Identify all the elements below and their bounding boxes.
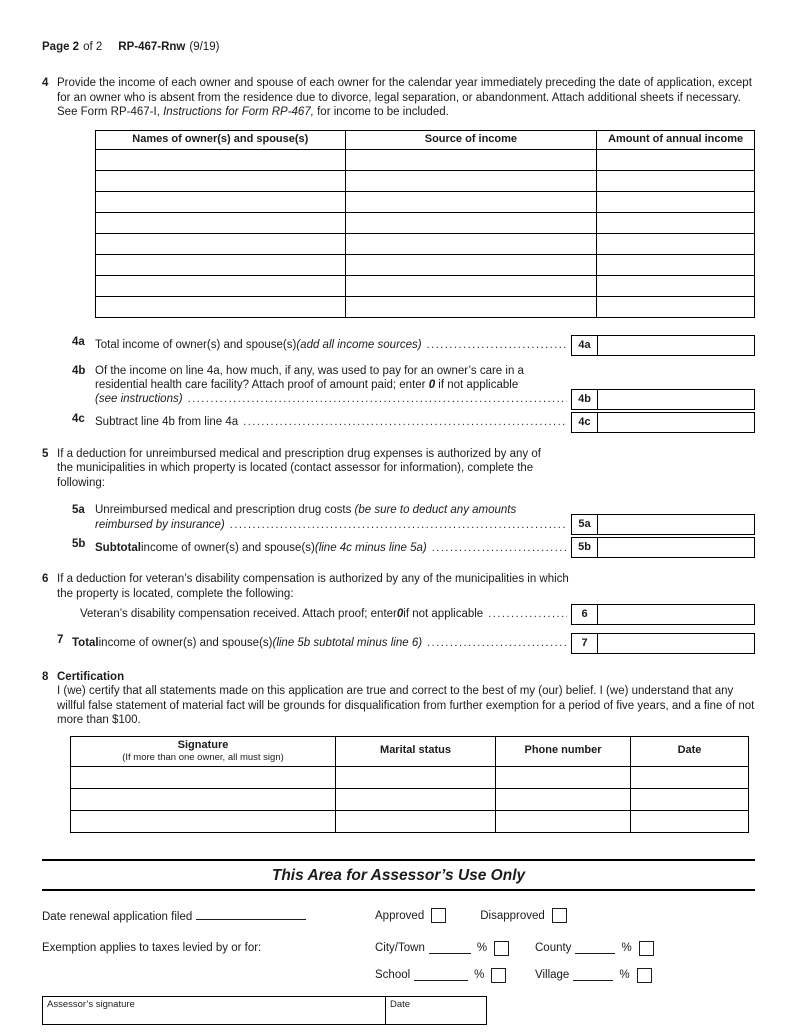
line-4b-see-instructions: (see instructions) xyxy=(95,393,183,406)
line-5b-text: income of owner(s) and spouse(s) xyxy=(141,541,315,554)
item-4-text: Provide the income of each owner and spouse of each owner for the calendar year immediately preceding the date of application, except for an owner who is absent from the residence due to divorce, legal separation, or abandonment. Attach additional sheets if necessary. See Form RP-467-I, xyxy=(57,77,752,119)
disapproved-checkbox[interactable] xyxy=(552,908,567,923)
income-cell-name[interactable] xyxy=(96,233,346,254)
income-cell-name[interactable] xyxy=(96,296,346,317)
line-4b-text-2: residential health care facility? Attach proof of amount paid; enter 0 if not applicable xyxy=(95,378,519,391)
date-filed-label: Date renewal application filed xyxy=(42,910,193,923)
date-filed-input[interactable] xyxy=(196,908,306,920)
income-cell-source[interactable] xyxy=(345,296,597,317)
section-4 xyxy=(42,76,755,119)
assessor-signature-field[interactable] xyxy=(43,997,386,1024)
signature-header: Signature (If more than one owner, all must sign) xyxy=(71,736,336,767)
income-table-row xyxy=(96,170,755,191)
section-8 xyxy=(42,670,755,728)
county-percent: % xyxy=(621,942,632,955)
marital-status-header: Marital status xyxy=(336,736,496,767)
signature-row xyxy=(71,789,749,811)
approved-label: Approved xyxy=(375,909,425,922)
income-table-row xyxy=(96,275,755,296)
income-table-row xyxy=(96,233,755,254)
amount-input-4a[interactable] xyxy=(597,335,755,356)
item-4-number: 4 xyxy=(42,77,49,90)
phone-number-header: Phone number xyxy=(496,736,631,767)
item-4-text-end: for income to be included. xyxy=(313,106,449,119)
line-4b-text-1: Of the income on line 4a, how much, if any, was used to pay for an owner’s care in a xyxy=(95,364,524,377)
box-label-4c: 4c xyxy=(571,412,598,433)
assessor-divider-bottom xyxy=(42,889,755,891)
assessor-divider-top xyxy=(42,859,755,861)
item-6-paragraph: If a deduction for veteran’s disability compensation is authorized by any of the municipalities in which the property is located, complete the following: xyxy=(57,573,569,600)
line-5a-text-1: Unreimbursed medical and prescription drug costs (be sure to deduct any amounts xyxy=(95,504,517,517)
amount-input-7[interactable] xyxy=(597,633,755,654)
income-table-row xyxy=(96,296,755,317)
certification-body: I (we) certify that all statements made on this application are true and correct to the best of my (our) belief. I (we) understand that any willful false statement of material fact will be grounds for disqualification from further exemption for a period of five years, and a fine of not more than $100. xyxy=(57,685,755,727)
income-header-names: Names of owner(s) and spouse(s) xyxy=(96,130,346,149)
box-label-7: 7 xyxy=(571,633,598,654)
line-7 xyxy=(57,633,755,654)
page-count: of 2 xyxy=(83,41,103,53)
line-4b-number: 4b xyxy=(72,364,86,377)
line-6-text: Veteran’s disability compensation received. Attach proof; enter xyxy=(80,608,397,621)
line-4a xyxy=(72,335,755,356)
page-number: Page 2 xyxy=(42,41,80,53)
signature-cell[interactable] xyxy=(71,767,336,789)
dot-leader xyxy=(230,518,567,533)
income-cell-amount[interactable] xyxy=(597,170,755,191)
section-6 xyxy=(42,572,755,601)
income-cell-name[interactable] xyxy=(96,170,346,191)
signature-cell[interactable] xyxy=(71,811,336,833)
line-5a-text-2: reimbursed by insurance) xyxy=(95,518,225,531)
school-field xyxy=(375,968,535,983)
line-4b xyxy=(72,364,755,411)
income-cell-source[interactable] xyxy=(345,212,597,233)
exemption-label: Exemption applies to taxes levied by or for: xyxy=(42,942,262,955)
marital-status-cell[interactable] xyxy=(336,811,496,833)
item-4-paragraph xyxy=(57,76,755,119)
marital-status-cell[interactable] xyxy=(336,767,496,789)
income-cell-amount[interactable] xyxy=(597,296,755,317)
line-4c xyxy=(72,412,755,433)
line-5b-bold: Subtotal xyxy=(95,541,141,554)
dot-leader xyxy=(427,636,567,651)
income-cell-source[interactable] xyxy=(345,149,597,170)
line-5b-italic: (line 4c minus line 5a) xyxy=(314,541,427,554)
income-cell-name[interactable] xyxy=(96,149,346,170)
amount-input-4b[interactable] xyxy=(597,389,755,410)
item-5-paragraph: If a deduction for unreimbursed medical and prescription drug expenses is authorized by any of the municipalities in which property is located (contact assessor for information), complete the following: xyxy=(57,448,541,489)
certification-heading: Certification xyxy=(57,671,125,683)
line-5b xyxy=(72,537,755,558)
assessor-signature-box xyxy=(42,996,487,1025)
income-header-amount: Amount of annual income xyxy=(597,130,755,149)
village-field xyxy=(535,968,652,983)
line-6 xyxy=(80,604,755,625)
income-cell-amount[interactable] xyxy=(597,233,755,254)
marital-status-cell[interactable] xyxy=(336,789,496,811)
approved-field xyxy=(375,908,446,923)
section-5 xyxy=(42,447,755,490)
line-6-text-end: if not applicable xyxy=(403,608,484,621)
income-table xyxy=(95,130,755,318)
signature-table xyxy=(70,736,749,834)
income-cell-name[interactable] xyxy=(96,254,346,275)
box-label-5a: 5a xyxy=(571,514,598,535)
city-town-field xyxy=(375,941,535,956)
form-code: RP-467-Rnw xyxy=(118,41,186,53)
city-town-percent: % xyxy=(476,942,488,955)
signature-header-note: (If more than one owner, all must sign) xyxy=(122,752,284,764)
signature-row xyxy=(71,811,749,833)
line-7-bold: Total xyxy=(72,637,99,650)
line-5a xyxy=(72,503,755,535)
income-cell-source[interactable] xyxy=(345,233,597,254)
income-cell-source[interactable] xyxy=(345,275,597,296)
line-4c-text: Subtract line 4b from line 4a xyxy=(95,416,239,429)
assessor-area-title: This Area for Assessor’s Use Only xyxy=(271,867,526,885)
city-town-label: City/Town xyxy=(375,942,425,955)
city-town-input[interactable] xyxy=(429,942,471,954)
income-table-row xyxy=(96,254,755,275)
county-label: County xyxy=(535,942,572,955)
income-cell-amount[interactable] xyxy=(597,254,755,275)
disapproved-label: Disapproved xyxy=(480,909,545,922)
dot-leader xyxy=(427,338,567,353)
assessor-date-field[interactable] xyxy=(386,997,486,1024)
line-4a-text-italic: (add all income sources) xyxy=(296,338,422,351)
signature-table-header-row xyxy=(71,736,749,767)
date-header: Date xyxy=(631,736,749,767)
city-town-checkbox[interactable] xyxy=(494,941,509,956)
village-percent: % xyxy=(619,969,630,982)
income-table-row xyxy=(96,149,755,170)
phone-number-cell[interactable] xyxy=(496,811,631,833)
income-cell-name[interactable] xyxy=(96,212,346,233)
county-input[interactable] xyxy=(575,942,615,954)
school-percent: % xyxy=(474,969,485,982)
income-table-row xyxy=(96,212,755,233)
dot-leader xyxy=(188,392,567,407)
disapproved-field xyxy=(480,908,567,923)
income-cell-amount[interactable] xyxy=(597,149,755,170)
line-7-text: income of owner(s) and spouse(s) xyxy=(98,637,273,650)
amount-input-4c[interactable] xyxy=(597,412,755,433)
signature-cell[interactable] xyxy=(71,789,336,811)
income-table-header-row xyxy=(96,130,755,149)
amount-input-5a[interactable] xyxy=(597,514,755,535)
amount-input-5b[interactable] xyxy=(597,537,755,558)
page-header xyxy=(42,40,755,54)
dot-leader xyxy=(432,541,567,556)
line-7-italic: (line 5b subtotal minus line 6) xyxy=(272,637,423,650)
income-cell-name[interactable] xyxy=(96,191,346,212)
date-cell[interactable] xyxy=(631,811,749,833)
school-input[interactable] xyxy=(414,969,468,981)
item-5-number: 5 xyxy=(42,448,49,460)
dot-leader xyxy=(488,607,567,622)
income-cell-source[interactable] xyxy=(345,191,597,212)
box-label-4a: 4a xyxy=(571,335,598,356)
assessor-row-2 xyxy=(42,941,755,956)
box-label-6: 6 xyxy=(571,604,598,625)
school-checkbox[interactable] xyxy=(491,968,506,983)
box-label-5b: 5b xyxy=(571,537,598,558)
date-cell[interactable] xyxy=(631,767,749,789)
item-8-number: 8 xyxy=(42,671,49,683)
form-revision: (9/19) xyxy=(189,41,220,53)
item-7-number: 7 xyxy=(57,634,64,646)
assessor-row-1 xyxy=(42,908,755,924)
date-cell[interactable] xyxy=(631,789,749,811)
dot-leader xyxy=(243,415,567,430)
assessor-row-3 xyxy=(42,968,755,983)
village-input[interactable] xyxy=(573,969,613,981)
item-6-number: 6 xyxy=(42,573,49,586)
village-label: Village xyxy=(535,969,570,982)
box-label-4b: 4b xyxy=(571,389,598,410)
income-cell-amount[interactable] xyxy=(597,191,755,212)
signature-row xyxy=(71,767,749,789)
assessor-signature-label: Assessor’s signature xyxy=(47,998,135,1010)
income-cell-amount[interactable] xyxy=(597,212,755,233)
line-5b-number: 5b xyxy=(72,538,86,551)
income-cell-source[interactable] xyxy=(345,170,597,191)
line-4a-number: 4a xyxy=(72,335,85,348)
county-field xyxy=(535,941,654,956)
county-checkbox[interactable] xyxy=(639,941,654,956)
line-6-zero: 0 xyxy=(396,608,404,621)
amount-input-6[interactable] xyxy=(597,604,755,625)
income-cell-amount[interactable] xyxy=(597,275,755,296)
income-header-source: Source of income xyxy=(345,130,597,149)
school-label: School xyxy=(375,969,411,982)
line-5a-number: 5a xyxy=(72,504,85,517)
phone-number-cell[interactable] xyxy=(496,767,631,789)
phone-number-cell[interactable] xyxy=(496,789,631,811)
village-checkbox[interactable] xyxy=(637,968,652,983)
item-4-text-italic: Instructions for Form RP-467, xyxy=(163,106,314,119)
income-table-row xyxy=(96,191,755,212)
date-filed-field xyxy=(42,908,375,924)
assessor-date-label: Date xyxy=(390,998,411,1010)
approved-checkbox[interactable] xyxy=(431,908,446,923)
income-cell-source[interactable] xyxy=(345,254,597,275)
line-4a-text: Total income of owner(s) and spouse(s) xyxy=(95,338,297,351)
income-cell-name[interactable] xyxy=(96,275,346,296)
line-4c-number: 4c xyxy=(72,413,85,425)
